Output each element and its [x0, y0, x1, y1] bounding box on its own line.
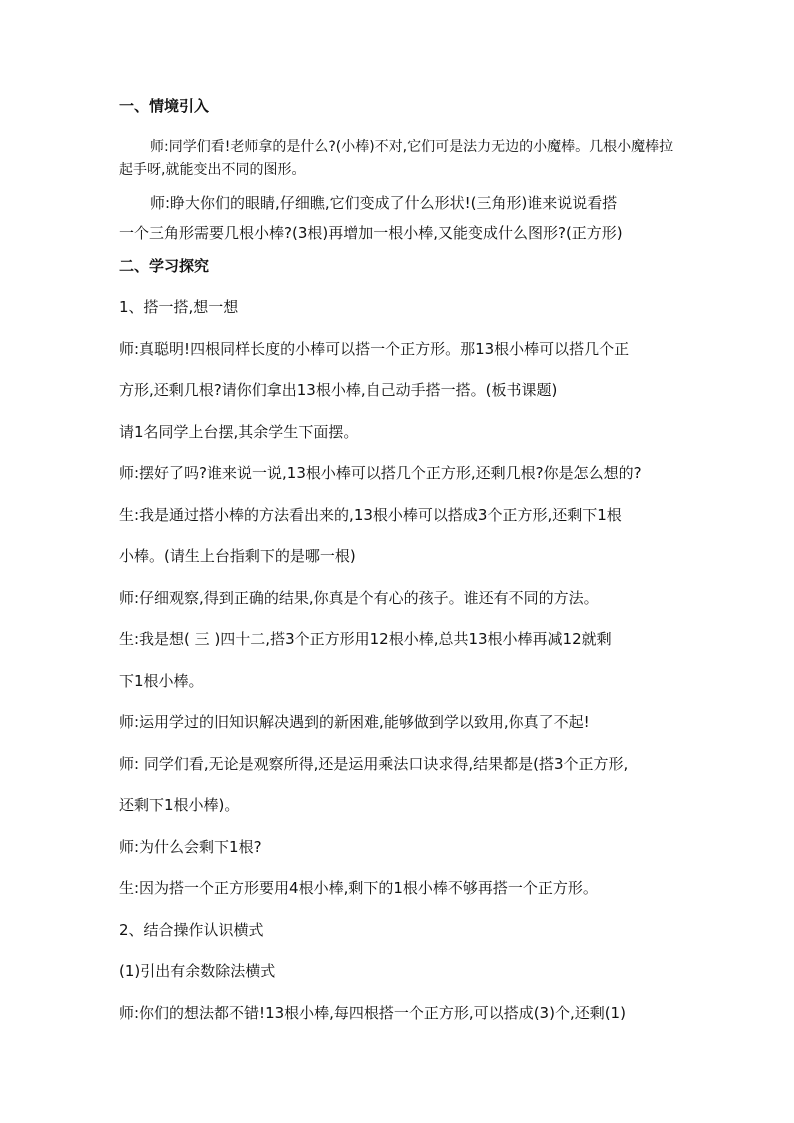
paragraph-line: 生:我是通过搭小棒的方法看出来的,13根小棒可以搭成3个正方形,还剩下1根: [119, 506, 622, 524]
section-heading-intro: 一、情境引入: [119, 97, 210, 115]
subheading: 1、搭一搭,想一想: [119, 298, 239, 316]
subheading: 2、结合操作认识横式: [119, 921, 264, 939]
paragraph-line: 师:睁大你们的眼睛,仔细瞧,它们变成了什么形状!(三角形)谁来说说看搭: [150, 194, 618, 212]
paragraph-line: 生:我是想( 三 )四十二,搭3个正方形用12根小棒,总共13根小棒再减12就剩: [119, 630, 612, 648]
section-heading-explore: 二、学习探究: [119, 257, 210, 275]
paragraph-line: 生:因为搭一个正方形要用4根小棒,剩下的1根小棒不够再搭一个正方形。: [119, 879, 598, 897]
paragraph-line: 师:摆好了吗?谁来说一说,13根小棒可以搭几个正方形,还剩几根?你是怎么想的?: [119, 464, 642, 482]
paragraph-line: 师:同学们看!老师拿的是什么?(小棒)不对,它们可是法力无边的小魔棒。几根小魔棒拉: [150, 139, 674, 155]
paragraph-line: 一个三角形需要几根小棒?(3根)再增加一根小棒,又能变成什么图形?(正方形): [119, 224, 623, 242]
paragraph-line: 师: 同学们看,无论是观察所得,还是运用乘法口诀求得,结果都是(搭3个正方形,: [119, 755, 629, 773]
paragraph-line: 方形,还剩几根?请你们拿出13根小棒,自己动手搭一搭。(板书课题): [119, 381, 558, 399]
paragraph-line: 小棒。(请生上台指剩下的是哪一根): [119, 547, 356, 565]
paragraph-line: 师:你们的想法都不错!13根小棒,每四根搭一个正方形,可以搭成(3)个,还剩(1): [119, 1004, 626, 1022]
subheading: (1)引出有余数除法横式: [119, 962, 276, 980]
paragraph-line: 师:运用学过的旧知识解决遇到的新困难,能够做到学以致用,你真了不起!: [119, 713, 590, 731]
paragraph-line: 起手呀,就能变出不同的图形。: [119, 162, 306, 178]
paragraph-line: 师:仔细观察,得到正确的结果,你真是个有心的孩子。谁还有不同的方法。: [119, 589, 599, 607]
paragraph-line: 师:真聪明!四根同样长度的小棒可以搭一个正方形。那13根小棒可以搭几个正: [119, 340, 630, 358]
paragraph-line: 师:为什么会剩下1根?: [119, 838, 262, 856]
paragraph-line: 还剩下1根小棒)。: [119, 796, 240, 814]
paragraph-line: 请1名同学上台摆,其余学生下面摆。: [119, 423, 359, 441]
paragraph-line: 下1根小棒。: [119, 672, 204, 690]
